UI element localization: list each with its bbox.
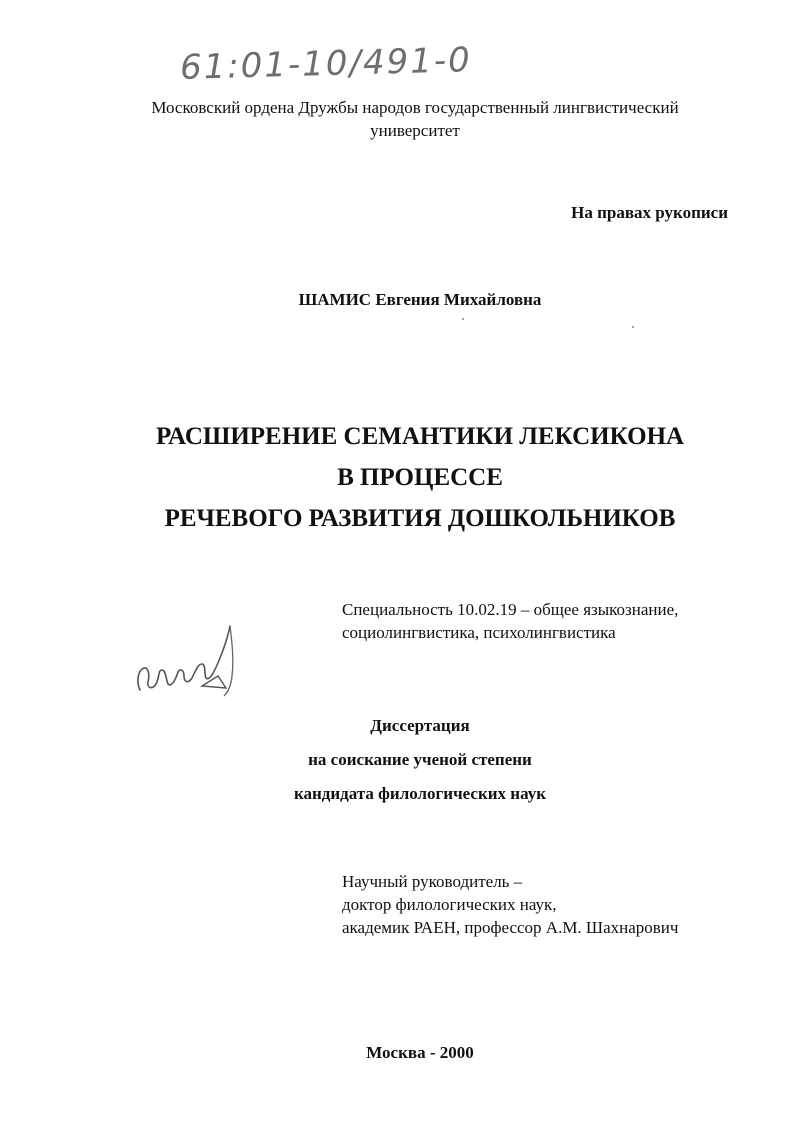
handwritten-catalog-number: 61:01-10/491-0 <box>179 40 473 88</box>
university-name <box>100 96 730 142</box>
university-line-1: Московский ордена Дружбы народов государственный лингвистический <box>151 98 679 117</box>
specialty-line-2: социолингвистика, психолингвистика <box>342 623 616 642</box>
author-name: ШАМИС Евгения Михайловна <box>298 290 542 309</box>
supervisor-line-3: академик РАЕН, профессор А.М. Шахнарович <box>342 918 679 937</box>
city-year: Москва - 2000 <box>366 1043 474 1062</box>
dissertation-title <box>0 416 800 539</box>
title-line-2: В ПРОЦЕССЕ <box>337 464 503 491</box>
supervisor-line-2: доктор филологических наук, <box>342 895 557 914</box>
handwritten-signature <box>132 612 242 702</box>
specialty-block <box>342 598 678 644</box>
dissertation-line-2: на соискание ученой степени <box>308 750 532 769</box>
dissertation-line-3: кандидата филологических наук <box>293 784 547 803</box>
university-line-2: университет <box>370 121 460 140</box>
title-line-3: РЕЧЕВОГО РАЗВИТИЯ ДОШКОЛЬНИКОВ <box>164 505 676 532</box>
rights-note: На правах рукописи <box>571 203 728 222</box>
supervisor-line-1: Научный руководитель – <box>342 872 523 891</box>
specialty-line-1: Специальность 10.02.19 – общее языкознание, <box>342 600 679 619</box>
title-line-1: РАСШИРЕНИЕ СЕМАНТИКИ ЛЕКСИКОНА <box>155 423 685 450</box>
scan-speck <box>462 318 464 320</box>
dissertation-block <box>0 709 800 811</box>
supervisor-block <box>342 870 678 939</box>
dissertation-line-1: Диссертация <box>370 716 470 735</box>
scan-speck <box>632 326 634 328</box>
